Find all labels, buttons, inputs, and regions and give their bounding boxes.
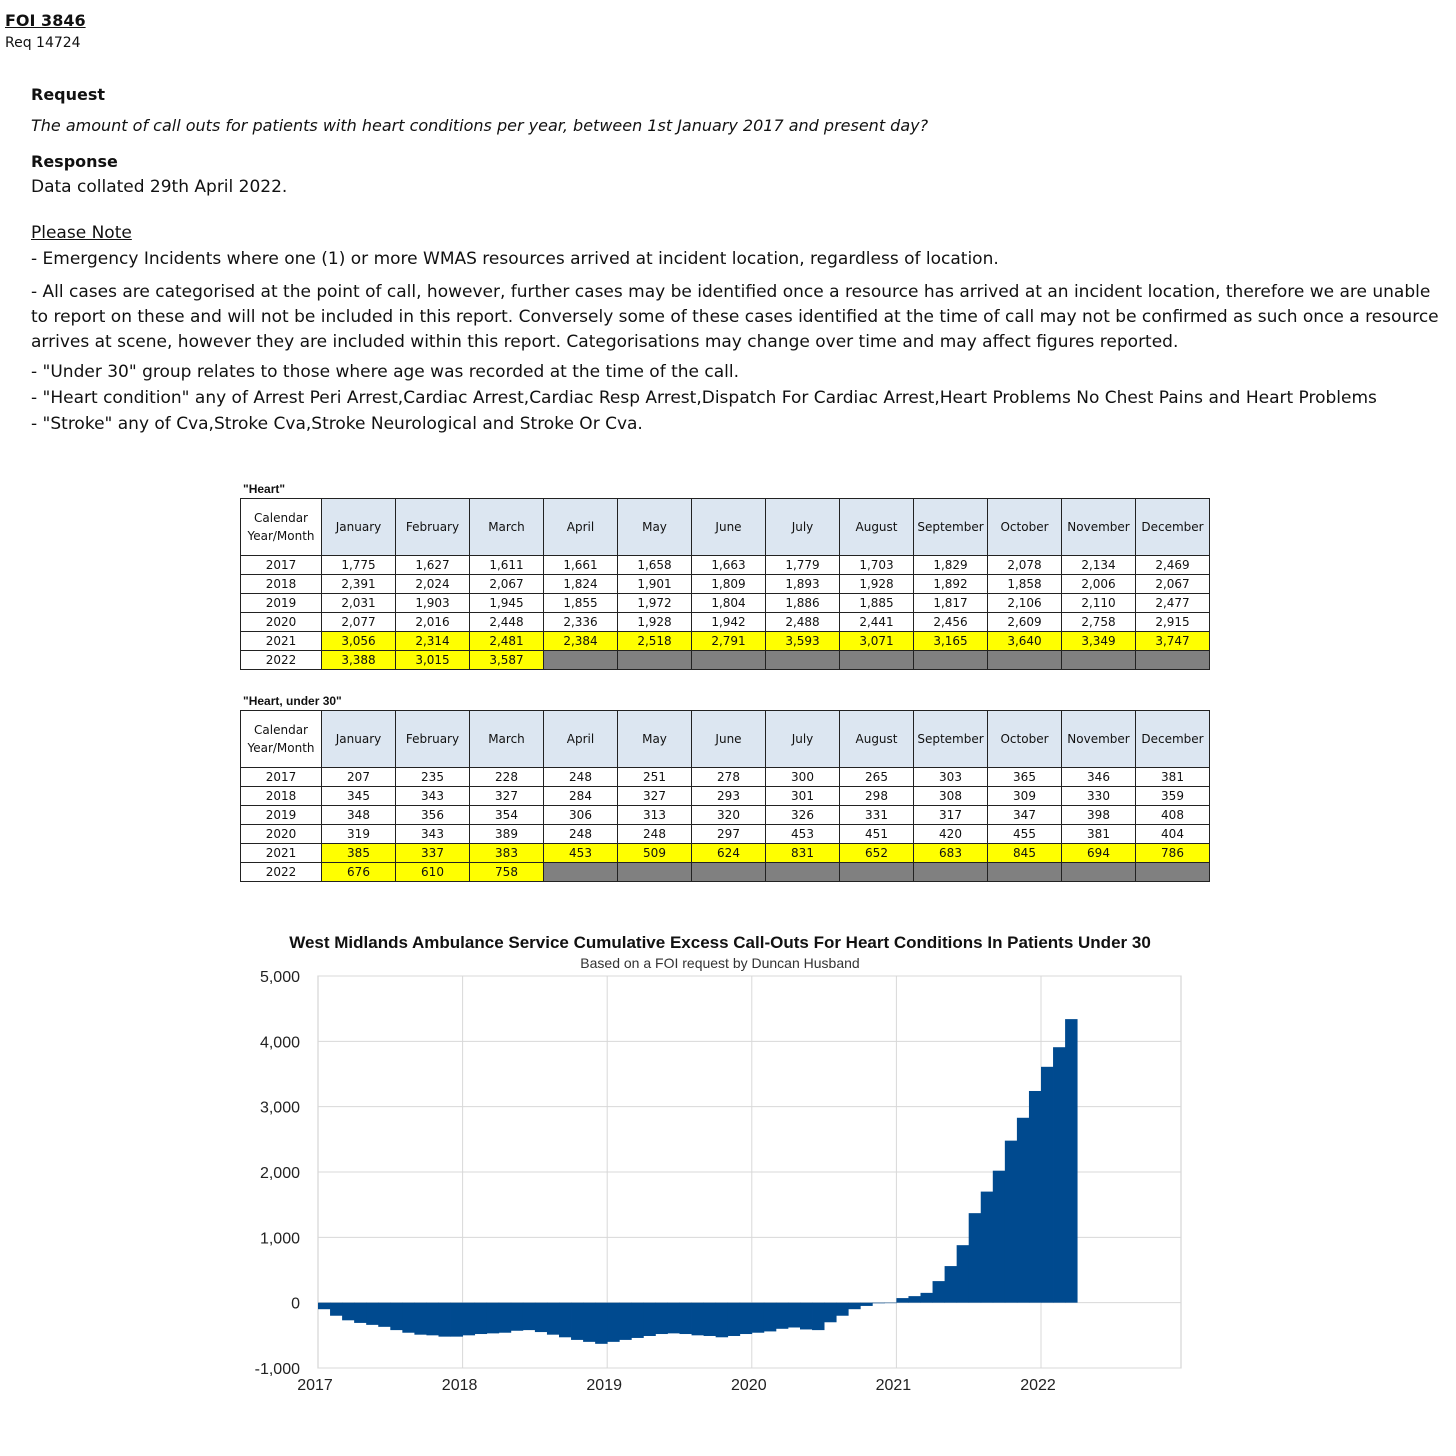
- note-item-4: - "Heart condition" any of Arrest Peri Arrest,Cardiac Arrest,Cardiac Resp Arrest,Dispatch For Cardiac Arrest,Heart Problems No Chest Pains and Heart Problems: [31, 388, 1377, 408]
- year-cell: 2021: [241, 632, 322, 651]
- value-cell: 2,391: [322, 575, 396, 594]
- note-item-3: - "Under 30" group relates to those where age was recorded at the time of the call.: [31, 362, 740, 382]
- data-bar: [728, 1303, 740, 1336]
- value-cell: 509: [618, 844, 692, 863]
- data-bar: [921, 1293, 933, 1303]
- month-header: January: [322, 499, 396, 556]
- data-bar: [595, 1303, 607, 1344]
- x-tick-label: 2017: [297, 1377, 333, 1394]
- value-cell: 1,885: [840, 594, 914, 613]
- value-cell: 1,901: [618, 575, 692, 594]
- month-header: March: [470, 499, 544, 556]
- value-cell: 354: [470, 806, 544, 825]
- chart-subtitle: Based on a FOI request by Duncan Husband: [580, 955, 860, 971]
- y-tick-label: 2,000: [259, 1165, 300, 1182]
- value-cell: 359: [1136, 787, 1210, 806]
- data-bar: [1041, 1067, 1053, 1303]
- value-cell: 455: [988, 825, 1062, 844]
- data-bar: [800, 1303, 812, 1330]
- value-cell: 320: [692, 806, 766, 825]
- heart-under30-table-title: "Heart, under 30": [243, 694, 342, 708]
- y-tick-label: 0: [291, 1295, 300, 1313]
- value-cell: 327: [470, 787, 544, 806]
- value-cell: 2,915: [1136, 613, 1210, 632]
- value-cell: 2,106: [988, 594, 1062, 613]
- value-cell: 1,658: [618, 556, 692, 575]
- y-tick-label: -1,000: [254, 1361, 300, 1378]
- value-cell: 345: [322, 787, 396, 806]
- month-header: December: [1136, 711, 1210, 768]
- month-header: October: [988, 711, 1062, 768]
- month-header: November: [1062, 711, 1136, 768]
- data-bar: [1017, 1118, 1029, 1303]
- value-cell: 2,078: [988, 556, 1062, 575]
- value-cell: 404: [1136, 825, 1210, 844]
- x-tick-label: 2020: [731, 1377, 767, 1394]
- value-cell: 381: [1062, 825, 1136, 844]
- value-cell: 2,481: [470, 632, 544, 651]
- chart-title: West Midlands Ambulance Service Cumulative Excess Call-Outs For Heart Conditions In Patients Under 30: [289, 933, 1151, 952]
- value-cell: 337: [396, 844, 470, 863]
- note-item-5: - "Stroke" any of Cva,Stroke Cva,Stroke Neurological and Stroke Or Cva.: [31, 414, 643, 434]
- data-bar: [1065, 1019, 1077, 1303]
- data-bar: [426, 1303, 438, 1336]
- response-text: Data collated 29th April 2022.: [31, 177, 288, 197]
- year-cell: 2019: [241, 806, 322, 825]
- data-bar: [390, 1303, 402, 1330]
- value-cell: 2,067: [470, 575, 544, 594]
- value-cell: 694: [1062, 844, 1136, 863]
- value-cell: 2,758: [1062, 613, 1136, 632]
- value-cell: 346: [1062, 768, 1136, 787]
- value-cell: 297: [692, 825, 766, 844]
- value-cell: 1,775: [322, 556, 396, 575]
- value-cell: 676: [322, 863, 396, 882]
- value-cell: 326: [766, 806, 840, 825]
- value-cell: 3,056: [322, 632, 396, 651]
- note-item-2: - All cases are categorised at the point of call, however, further cases may be identified once a resource has arrived at an incident location, therefore we are unable to report on these and will not be included in this report. Conversely some of these cases identified at the time of call may not be confirmed as such once a resource arrives at scene, however they are included within this report. Categorisations may change over time and may affect figures reported.: [31, 282, 1439, 352]
- value-cell: 408: [1136, 806, 1210, 825]
- month-header: June: [692, 711, 766, 768]
- value-cell: 451: [840, 825, 914, 844]
- value-cell: 758: [470, 863, 544, 882]
- data-bar: [740, 1303, 752, 1334]
- corner-header: Calendar Year/Month: [241, 711, 322, 768]
- data-bar: [487, 1303, 499, 1334]
- data-bar: [414, 1303, 426, 1335]
- data-bar: [692, 1303, 704, 1336]
- value-cell: 1,703: [840, 556, 914, 575]
- y-tick-label: 1,000: [259, 1230, 300, 1248]
- value-cell: 1,945: [470, 594, 544, 613]
- value-cell: 683: [914, 844, 988, 863]
- data-bar: [884, 1303, 896, 1304]
- value-cell: 2,006: [1062, 575, 1136, 594]
- year-cell: 2020: [241, 613, 322, 632]
- value-cell: 2,110: [1062, 594, 1136, 613]
- value-cell: 2,518: [618, 632, 692, 651]
- data-bar: [619, 1303, 631, 1340]
- month-header: April: [544, 711, 618, 768]
- year-cell: 2022: [241, 651, 322, 670]
- value-cell: 420: [914, 825, 988, 844]
- value-cell: 1,903: [396, 594, 470, 613]
- value-cell: 652: [840, 844, 914, 863]
- month-header: June: [692, 499, 766, 556]
- value-cell: 1,627: [396, 556, 470, 575]
- data-bar: [993, 1171, 1005, 1303]
- value-cell: 2,077: [322, 613, 396, 632]
- foi-number: FOI 3846: [5, 11, 86, 30]
- value-cell: 3,593: [766, 632, 840, 651]
- value-cell: 309: [988, 787, 1062, 806]
- value-cell: 1,928: [840, 575, 914, 594]
- value-cell: 235: [396, 768, 470, 787]
- data-bar: [511, 1303, 523, 1331]
- value-cell: 2,067: [1136, 575, 1210, 594]
- data-bar: [1029, 1091, 1041, 1303]
- data-bar: [752, 1303, 764, 1333]
- note-item-1: - Emergency Incidents where one (1) or more WMAS resources arrived at incident location, regardless of location.: [31, 249, 999, 269]
- value-cell: 2,314: [396, 632, 470, 651]
- value-cell: 356: [396, 806, 470, 825]
- month-header: August: [840, 499, 914, 556]
- value-cell: 3,388: [322, 651, 396, 670]
- value-cell: 2,477: [1136, 594, 1210, 613]
- data-bar: [812, 1303, 824, 1330]
- value-cell: 317: [914, 806, 988, 825]
- response-label: Response: [31, 152, 118, 171]
- value-cell: 2,469: [1136, 556, 1210, 575]
- value-cell: 1,661: [544, 556, 618, 575]
- value-cell: 319: [322, 825, 396, 844]
- year-cell: 2020: [241, 825, 322, 844]
- value-cell: 2,016: [396, 613, 470, 632]
- value-cell: 1,942: [692, 613, 766, 632]
- value-cell: 1,779: [766, 556, 840, 575]
- month-header: February: [396, 711, 470, 768]
- value-cell: 610: [396, 863, 470, 882]
- value-cell: 1,855: [544, 594, 618, 613]
- value-cell: 624: [692, 844, 766, 863]
- value-cell: 278: [692, 768, 766, 787]
- data-bar: [330, 1303, 342, 1316]
- data-bar: [571, 1303, 583, 1340]
- data-bar: [547, 1303, 559, 1335]
- value-cell: 383: [470, 844, 544, 863]
- data-bar: [631, 1303, 643, 1338]
- year-cell: 2018: [241, 787, 322, 806]
- data-bar: [463, 1303, 475, 1336]
- year-cell: 2017: [241, 556, 322, 575]
- data-bar: [680, 1303, 692, 1334]
- data-bar: [523, 1303, 535, 1330]
- value-cell: 2,609: [988, 613, 1062, 632]
- month-header: March: [470, 711, 544, 768]
- data-bar: [342, 1303, 354, 1321]
- value-cell: 308: [914, 787, 988, 806]
- data-bar: [475, 1303, 487, 1334]
- request-label: Request: [31, 85, 106, 104]
- value-cell: 293: [692, 787, 766, 806]
- year-cell: 2021: [241, 844, 322, 863]
- data-bar: [535, 1303, 547, 1332]
- value-cell: 3,071: [840, 632, 914, 651]
- year-cell: 2022: [241, 863, 322, 882]
- value-cell: 306: [544, 806, 618, 825]
- value-cell: 3,349: [1062, 632, 1136, 651]
- value-cell: 303: [914, 768, 988, 787]
- data-bar: [1005, 1141, 1017, 1303]
- value-cell: 330: [1062, 787, 1136, 806]
- data-bar: [860, 1303, 872, 1306]
- value-cell: 398: [1062, 806, 1136, 825]
- value-cell: 1,804: [692, 594, 766, 613]
- value-cell: 1,892: [914, 575, 988, 594]
- value-cell: 3,015: [396, 651, 470, 670]
- value-cell: 1,824: [544, 575, 618, 594]
- value-cell: 248: [544, 825, 618, 844]
- value-cell: 348: [322, 806, 396, 825]
- data-bar: [667, 1303, 679, 1334]
- value-cell: 1,893: [766, 575, 840, 594]
- x-tick-label: 2021: [875, 1377, 912, 1394]
- value-cell: 327: [618, 787, 692, 806]
- month-header: October: [988, 499, 1062, 556]
- heart-table-title: "Heart": [243, 482, 286, 496]
- data-bar: [378, 1303, 390, 1327]
- value-cell: 365: [988, 768, 1062, 787]
- value-cell: 453: [766, 825, 840, 844]
- value-cell: 2,134: [1062, 556, 1136, 575]
- value-cell: 2,384: [544, 632, 618, 651]
- data-bar: [354, 1303, 366, 1323]
- value-cell: 1,858: [988, 575, 1062, 594]
- x-tick-label: 2022: [1020, 1377, 1056, 1394]
- year-cell: 2017: [241, 768, 322, 787]
- value-cell: 2,024: [396, 575, 470, 594]
- request-number: Req 14724: [5, 35, 81, 51]
- month-header: April: [544, 499, 618, 556]
- data-bar: [583, 1303, 595, 1342]
- data-bar: [559, 1303, 571, 1338]
- data-bar: [933, 1281, 945, 1303]
- month-header: July: [766, 711, 840, 768]
- value-cell: 284: [544, 787, 618, 806]
- value-cell: 1,663: [692, 556, 766, 575]
- value-cell: 2,448: [470, 613, 544, 632]
- value-cell: 1,829: [914, 556, 988, 575]
- year-cell: 2019: [241, 594, 322, 613]
- month-header: September: [914, 711, 988, 768]
- data-bar: [607, 1303, 619, 1342]
- value-cell: 300: [766, 768, 840, 787]
- data-bar: [366, 1303, 378, 1325]
- data-bar: [764, 1303, 776, 1332]
- data-bar: [848, 1303, 860, 1310]
- data-bar: [788, 1303, 800, 1328]
- value-cell: 3,165: [914, 632, 988, 651]
- value-cell: 786: [1136, 844, 1210, 863]
- value-cell: 248: [544, 768, 618, 787]
- value-cell: 343: [396, 825, 470, 844]
- value-cell: 1,611: [470, 556, 544, 575]
- month-header: May: [618, 499, 692, 556]
- data-bar: [716, 1303, 728, 1338]
- value-cell: 2,441: [840, 613, 914, 632]
- data-bar: [318, 1303, 330, 1310]
- y-tick-label: 5,000: [259, 969, 300, 986]
- data-bar: [776, 1303, 788, 1329]
- value-cell: 1,886: [766, 594, 840, 613]
- value-cell: 1,817: [914, 594, 988, 613]
- data-bar: [836, 1303, 848, 1316]
- value-cell: 248: [618, 825, 692, 844]
- month-header: July: [766, 499, 840, 556]
- data-bar: [439, 1303, 451, 1337]
- value-cell: 313: [618, 806, 692, 825]
- value-cell: 381: [1136, 768, 1210, 787]
- month-header: December: [1136, 499, 1210, 556]
- value-cell: 347: [988, 806, 1062, 825]
- corner-header: Calendar Year/Month: [241, 499, 322, 556]
- note-heading: Please Note: [31, 223, 132, 243]
- month-header: February: [396, 499, 470, 556]
- value-cell: 298: [840, 787, 914, 806]
- value-cell: 251: [618, 768, 692, 787]
- data-bar: [643, 1303, 655, 1336]
- data-bar: [945, 1266, 957, 1303]
- value-cell: 343: [396, 787, 470, 806]
- value-cell: 2,488: [766, 613, 840, 632]
- request-text: The amount of call outs for patients with heart conditions per year, between 1st January 2017 and present day?: [31, 116, 929, 135]
- value-cell: 2,336: [544, 613, 618, 632]
- value-cell: 1,972: [618, 594, 692, 613]
- value-cell: 301: [766, 787, 840, 806]
- value-cell: 265: [840, 768, 914, 787]
- data-bar: [451, 1303, 463, 1337]
- value-cell: 3,640: [988, 632, 1062, 651]
- y-tick-label: 4,000: [259, 1034, 300, 1052]
- data-bar: [824, 1303, 836, 1323]
- data-bar: [499, 1303, 511, 1333]
- value-cell: 2,791: [692, 632, 766, 651]
- y-tick-label: 3,000: [259, 1099, 300, 1117]
- value-cell: 1,928: [618, 613, 692, 632]
- data-bar: [1053, 1047, 1065, 1302]
- month-header: September: [914, 499, 988, 556]
- month-header: November: [1062, 499, 1136, 556]
- value-cell: 389: [470, 825, 544, 844]
- value-cell: 385: [322, 844, 396, 863]
- value-cell: 2,031: [322, 594, 396, 613]
- value-cell: 228: [470, 768, 544, 787]
- data-bar: [908, 1296, 920, 1303]
- month-header: May: [618, 711, 692, 768]
- month-header: January: [322, 711, 396, 768]
- value-cell: 1,809: [692, 575, 766, 594]
- data-bar: [981, 1192, 993, 1303]
- data-bar: [957, 1245, 969, 1302]
- value-cell: 831: [766, 844, 840, 863]
- value-cell: 2,456: [914, 613, 988, 632]
- data-bar: [655, 1303, 667, 1334]
- data-bar: [969, 1213, 981, 1303]
- x-tick-label: 2018: [441, 1377, 478, 1394]
- month-header: August: [840, 711, 914, 768]
- value-cell: 845: [988, 844, 1062, 863]
- data-bar: [402, 1303, 414, 1333]
- value-cell: 207: [322, 768, 396, 787]
- data-bar: [872, 1303, 884, 1304]
- year-cell: 2018: [241, 575, 322, 594]
- data-bar: [896, 1298, 908, 1303]
- x-tick-label: 2019: [586, 1377, 622, 1394]
- value-cell: 331: [840, 806, 914, 825]
- data-bar: [704, 1303, 716, 1336]
- value-cell: 453: [544, 844, 618, 863]
- value-cell: 3,747: [1136, 632, 1210, 651]
- value-cell: 3,587: [470, 651, 544, 670]
